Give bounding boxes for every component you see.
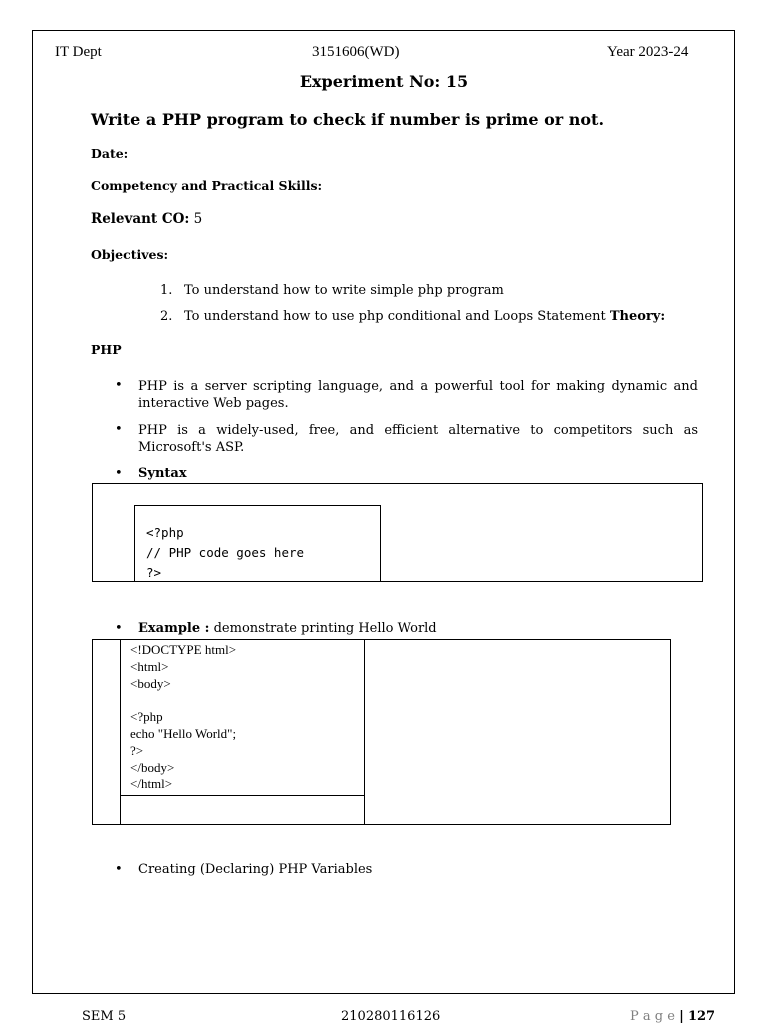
variables-bullet-marker: • — [115, 862, 123, 877]
footer-separator: | — [679, 1009, 684, 1024]
footer-enrollment: 210280116126 — [341, 1009, 441, 1024]
competency-label: Competency and Practical Skills: — [91, 178, 323, 193]
footer-page-word: P a g e — [630, 1009, 675, 1024]
objective-1-num: 1. — [160, 283, 173, 298]
section-php: PHP — [91, 342, 122, 357]
bullet-2-marker: • — [115, 422, 123, 437]
bullet-2-text: PHP is a widely-used, free, and efficient alternative to competitors such as Microsoft's ASP. — [138, 423, 698, 455]
objective-2-num: 2. — [160, 309, 173, 324]
co-value: 5 — [189, 211, 203, 227]
date-label: Date: — [91, 146, 129, 161]
objective-2-body: To understand how to use php conditional and Loops Statement — [184, 309, 610, 324]
theory-label: Theory: — [609, 309, 666, 324]
example-label: Example : — [138, 621, 210, 636]
example-bullet-marker: • — [115, 621, 123, 636]
header-course-code: 3151606(WD) — [312, 44, 400, 60]
bullet-1-text: PHP is a server scripting language, and a powerful tool for making dynamic and interactive Web pages. — [138, 379, 698, 411]
syntax-code: <?php // PHP code goes here ?> — [146, 525, 305, 580]
header-year: Year 2023-24 — [607, 44, 689, 60]
syntax-bullet-marker: • — [115, 466, 123, 481]
footer-page-number: 127 — [687, 1009, 716, 1024]
co-label: Relevant CO: — [91, 211, 190, 227]
relevant-co — [91, 211, 202, 227]
syntax-label: Syntax — [138, 466, 187, 481]
example-code: <!DOCTYPE html> <html> <body> <?php echo "Hello World"; ?> </body> </html> — [130, 642, 237, 792]
footer-semester: SEM 5 — [82, 1009, 127, 1024]
objective-2-text — [184, 309, 665, 324]
objective-1-text: To understand how to write simple php program — [184, 283, 504, 298]
example-desc: demonstrate printing Hello World — [209, 621, 437, 636]
example-cell-divider — [120, 795, 365, 796]
variables-bullet-text: Creating (Declaring) PHP Variables — [138, 862, 373, 877]
footer-page — [630, 1009, 715, 1024]
aim-heading: Write a PHP program to check if number is prime or not. — [91, 110, 605, 129]
bullet-1-marker: • — [115, 378, 123, 393]
header-dept: IT Dept — [55, 44, 102, 60]
example-line — [138, 621, 437, 636]
experiment-title: Experiment No: 15 — [299, 72, 469, 91]
objectives-label: Objectives: — [91, 247, 169, 262]
